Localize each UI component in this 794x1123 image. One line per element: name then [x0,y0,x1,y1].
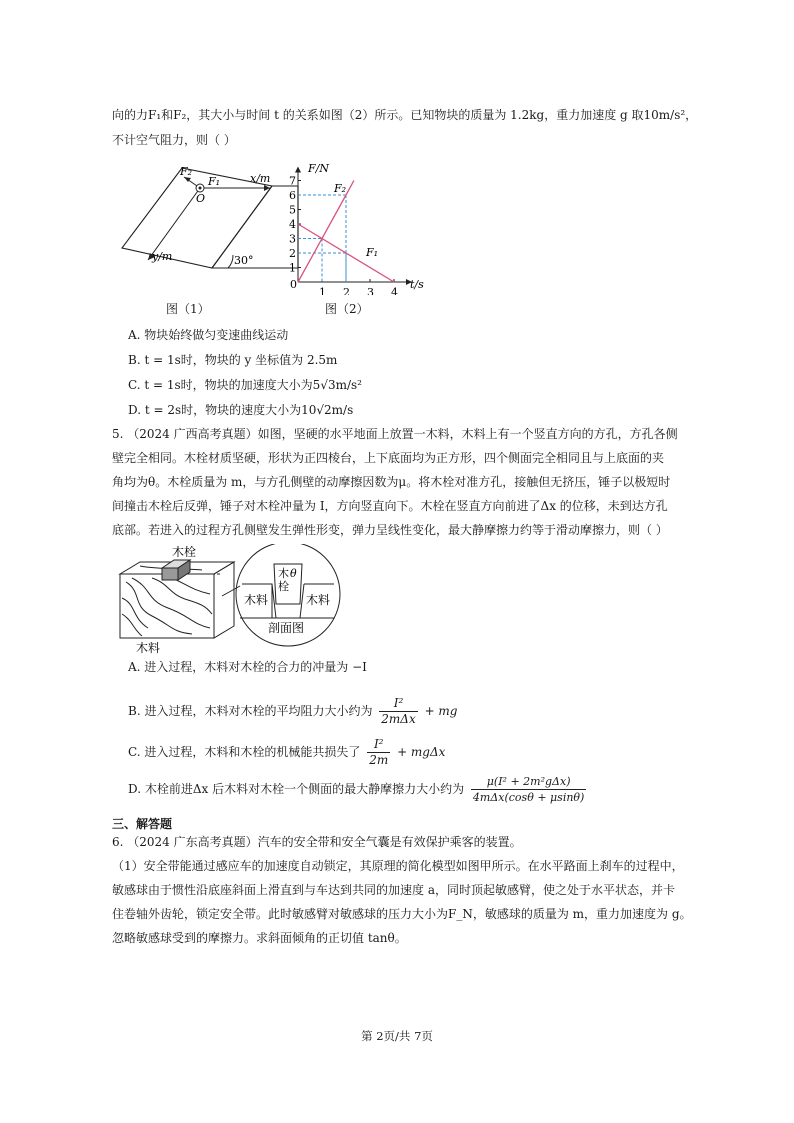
q6-para-1: （1）安全带能通过感应车的加速度自动锁定，其原理的简化模型如图甲所示。在水平路面上刹车的过程中， [112,859,684,873]
chart-x-tick-label: 4 [391,286,398,295]
q5-option-c-numerator: I² [367,737,390,753]
q5-option-d-denominator: 4mΔx(cosθ + μsinθ) [472,791,585,804]
q5-option-d [128,774,589,805]
fig1-origin-label: O [196,192,206,205]
chart-y-tick-label: 1 [289,261,296,275]
chart-y-tick-label: 2 [289,247,296,260]
chart-x-tick-label: 2 [343,286,350,295]
chart-y-tick-label: 6 [289,189,296,202]
q5-fig-peg-inner-1: 木 [278,567,289,580]
q5-line-2: 壁完全相同。木栓材质坚硬，形状为正四棱台，上下底面均为正方形，四个侧面完全相同且与上底面的夹 [112,451,665,465]
q4-option-c: C. t = 1s时，物块的加速度大小为5√3m/s² [128,378,362,392]
figure-q5-wood-peg [112,544,352,656]
figure-1-caption: 图（1） [166,302,210,316]
fig1-x-label: x/m [250,172,271,185]
q4-option-b: B. t = 1s时，物块的 y 坐标值为 2.5m [128,353,338,367]
q5-option-a: A. 进入过程，木料对木栓的合力的冲量为 −I [128,660,367,674]
q5-option-b-denominator: 2mΔx [381,712,416,726]
q6-para-2: 敏感球由于惯性沿底座斜面上滑直到与车达到共同的加速度 a，同时顶起敏感臂，使之处于水平状态，并卡 [112,883,675,897]
q5-line-4: 间撞击木栓后反弹，锤子对木栓冲量为 I，方向竖直向下。木栓在竖直方向前进了Δx 的位移，未到达方孔 [112,499,668,513]
q5-option-b-fraction [379,696,417,727]
q5-option-c-fraction [367,737,390,768]
q6-line: 6. （2024 广东高考真题）汽车的安全带和安全气囊是有效保护乘客的装置。 [112,835,522,849]
q4-option-a: A. 物块始终做匀变速曲线运动 [128,328,289,342]
q5-fig-wood-right: 木料 [306,593,331,607]
q5-option-c-denominator: 2m [369,753,389,767]
q5-option-d-fraction [471,774,586,805]
chart-x-tick-label: 1 [319,286,326,295]
q4-line-1: 向的力F₁和F₂，其大小与时间 t 的关系如图（2）所示。已知物块的质量为 1.2kg，重力加速度 g 取10m/s²， [112,108,698,122]
q5-fig-peg-label: 木栓 [172,545,197,559]
q4-line-2: 不计空气阻力，则（ ） [112,133,236,147]
q4-option-d: D. t = 2s时，物块的速度大小为10√2m/s [128,403,354,417]
fig1-f2-label: F₂ [180,165,193,178]
q5-option-d-numerator: μ(I² + 2m²gΔx) [471,774,586,790]
page-footer: 第 2页/共 7页 [361,1029,433,1043]
fig1-angle-label: 30° [234,254,254,267]
chart-y-tick-label: 4 [289,218,296,231]
q5-line-1: 5. （2024 广西高考真题）如图，坚硬的水平地面上放置一木料，木料上有一个竖直方向的方孔，方孔各侧 [112,427,678,441]
q5-option-c [128,737,445,768]
q5-line-3: 角均为θ。木栓质量为 m，与方孔侧壁的动摩擦因数为μ。将木栓对准方孔，接触但无挤压，锤子以极短时 [112,475,671,489]
section-heading: 三、解答题 [112,817,173,831]
chart-x-axis-label: t/s [410,278,424,291]
q5-fig-peg-inner-2: 栓 [278,580,289,593]
q5-option-b-text: B. 进入过程，木料对木栓的平均阻力大小约为 [128,704,373,718]
q5-option-b [128,696,458,727]
chart-origin-label: 0 [290,278,297,291]
q6-para-3: 住卷轴外齿轮，锁定安全带。此时敏感臂对敏感球的压力大小为F_N，敏感球的质量为 m，重力加速度为 g。 [112,907,692,921]
figure-2-chart [280,160,450,295]
q5-option-b-numerator: I² [379,696,417,712]
q5-option-b-tail: + mg [424,704,458,718]
q5-line-5: 底部。若进入的过程方孔侧壁发生弹性形变，弹力呈线性变化，最大静摩擦力约等于滑动摩擦力，则（ ） [112,523,668,537]
q5-fig-wood-left: 木料 [244,593,269,607]
q6-para-4: 忽略敏感球受到的摩擦力。求斜面倾角的正切值 tanθ。 [112,931,407,945]
chart-series-f1-label: F₁ [366,246,379,259]
chart-x-tick-label: 3 [367,286,374,295]
chart-y-tick-label: 5 [289,203,296,217]
fig1-f1-label: F₁ [208,175,221,188]
chart-y-tick-label: 3 [289,232,296,246]
q5-option-d-text: D. 木栓前进Δx 后木料对木栓一个侧面的最大静摩擦力大小约为 [128,782,465,796]
q5-option-c-tail: + mgΔx [397,745,446,759]
chart-y-tick-label: 7 [289,174,296,188]
q5-fig-section-label: 剖面图 [268,621,305,635]
chart-series-f2-label: F₂ [334,182,347,195]
q5-fig-theta: θ [290,567,297,580]
q5-option-c-text: C. 进入过程，木料和木栓的机械能共损失了 [128,745,361,759]
q5-fig-wood-label: 木料 [136,641,161,655]
chart-y-axis-label: F/N [308,162,329,175]
chart-y-axis-arrow [295,167,301,173]
figure-2-caption: 图（2） [325,302,369,316]
fig1-y-label: y/m [152,250,173,263]
